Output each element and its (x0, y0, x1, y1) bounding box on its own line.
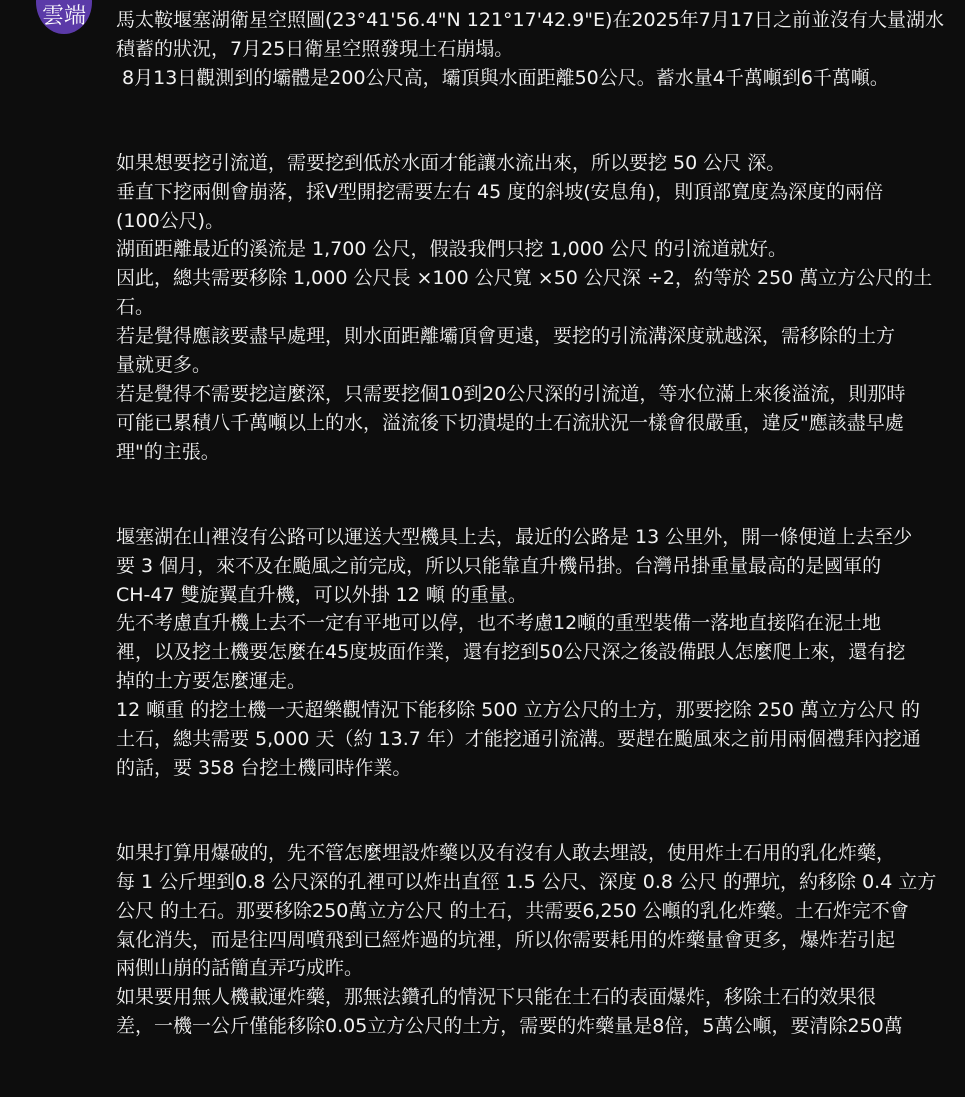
post-line: (100公尺)。 (116, 209, 225, 232)
post-line: 石。 (116, 296, 155, 319)
post-line: 每 1 公斤埋到0.8 公尺深的孔裡可以炸出直徑 1.5 公尺、深度 0.8 公尺 的彈坑，約移除 0.4 立方 (116, 870, 937, 893)
post-line: 掉的土方要怎麼運走。 (116, 670, 307, 693)
post-line: 要 3 個月，來不及在颱風之前完成，所以只能靠直升機吊掛。台灣吊掛重量最高的是國軍的 (116, 554, 882, 577)
post-line: 垂直下挖兩側會崩落，採V型開挖需要左右 45 度的斜坡(安息角)，則頂部寬度為深度的兩倍 (116, 180, 884, 203)
post-line: 8月13日觀測到的壩體是200公尺高，壩頂與水面距離50公尺。蓄水量4千萬噸到6千萬噸。 (116, 66, 889, 89)
post-line: 公尺 的土石。那要移除250萬立方公尺 的土石，共需要6,250 公噸的乳化炸藥。土石炸完不會 (116, 899, 909, 922)
post-line: 裡，以及挖土機要怎麼在45度坡面作業，還有挖到50公尺深之後設備跟人怎麼爬上來，還有挖 (116, 641, 906, 664)
post-line: 差，一機一公斤僅能移除0.05立方公尺的土方，需要的炸藥量是8倍，5萬公噸，要清除250萬 (116, 1015, 903, 1038)
post-line: 如果打算用爆破的，先不管怎麼埋設炸藥以及有沒有人敢去埋設，使用炸土石用的乳化炸藥， (116, 841, 896, 864)
post-line: 馬太鞍堰塞湖衛星空照圖(23°41'56.4"N 121°17'42.9"E)在2025年7月17日之前並沒有大量湖水 (116, 9, 945, 31)
post-line: 12 噸重 的挖土機一天超樂觀情況下能移除 500 立方公尺的土方，那要挖除 250 萬立方公尺 的 (116, 699, 920, 722)
post-line: 湖面距離最近的溪流是 1,700 公尺，假設我們只挖 1,000 公尺 的引流道就好。 (116, 238, 787, 261)
post-paragraph (116, 839, 956, 1041)
avatar[interactable] (36, 0, 92, 34)
post-paragraph (116, 6, 956, 93)
post-line: 可能已累積八千萬噸以上的水，溢流後下切潰堤的土石流狀況一樣會很嚴重，違反"應該盡早處 (116, 411, 904, 434)
post-line: 如果要用無人機載運炸藥，那無法鑽孔的情況下只能在土石的表面爆炸，移除土石的效果很 (116, 986, 877, 1009)
post-line: 兩側山崩的話簡直弄巧成昨。 (116, 957, 364, 980)
post-line: 的話，要 358 台挖土機同時作業。 (116, 756, 412, 779)
post-line: 積蓄的狀況，7月25日衛星空照發現土石崩塌。 (116, 37, 514, 60)
post-body (116, 6, 956, 1097)
post-line: 量就更多。 (116, 354, 212, 377)
post-paragraph (116, 523, 956, 783)
post-line: 堰塞湖在山裡沒有公路可以運送大型機具上去，最近的公路是 13 公里外，開一條便道上去至少 (116, 525, 913, 548)
post-line: 若是覺得不需要挖這麼深，只需要挖個10到20公尺深的引流道，等水位滿上來後溢流，則那時 (116, 382, 906, 405)
post-paragraph (116, 149, 956, 467)
post-line: 若是覺得應該要盡早處理，則水面距離壩頂會更遠，要挖的引流溝深度就越深，需移除的土方 (116, 325, 896, 348)
post-line: CH-47 雙旋翼直升機，可以外掛 12 噸 的重量。 (116, 583, 527, 606)
post-line: 土石，總共需要 5,000 天（約 13.7 年）才能挖通引流溝。要趕在颱風來之前用兩個禮拜內挖通 (116, 728, 921, 751)
post-line: 因此，總共需要移除 1,000 公尺長 ×100 公尺寬 ×50 公尺深 ÷2，約等於 250 萬立方公尺的土 (116, 267, 933, 290)
post-line: 如果想要挖引流道，需要挖到低於水面才能讓水流出來，所以要挖 50 公尺 深。 (116, 151, 786, 174)
post-line: 氣化消失，而是往四周噴飛到已經炸過的坑裡，所以你需要耗用的炸藥量會更多，爆炸若引起 (116, 928, 896, 951)
post-line: 先不考慮直升機上去不一定有平地可以停，也不考慮12噸的重型裝備一落地直接陷在泥土地 (116, 612, 882, 635)
avatar-initials: 雲端 (41, 4, 86, 29)
post-line: 理"的主張。 (116, 440, 220, 463)
